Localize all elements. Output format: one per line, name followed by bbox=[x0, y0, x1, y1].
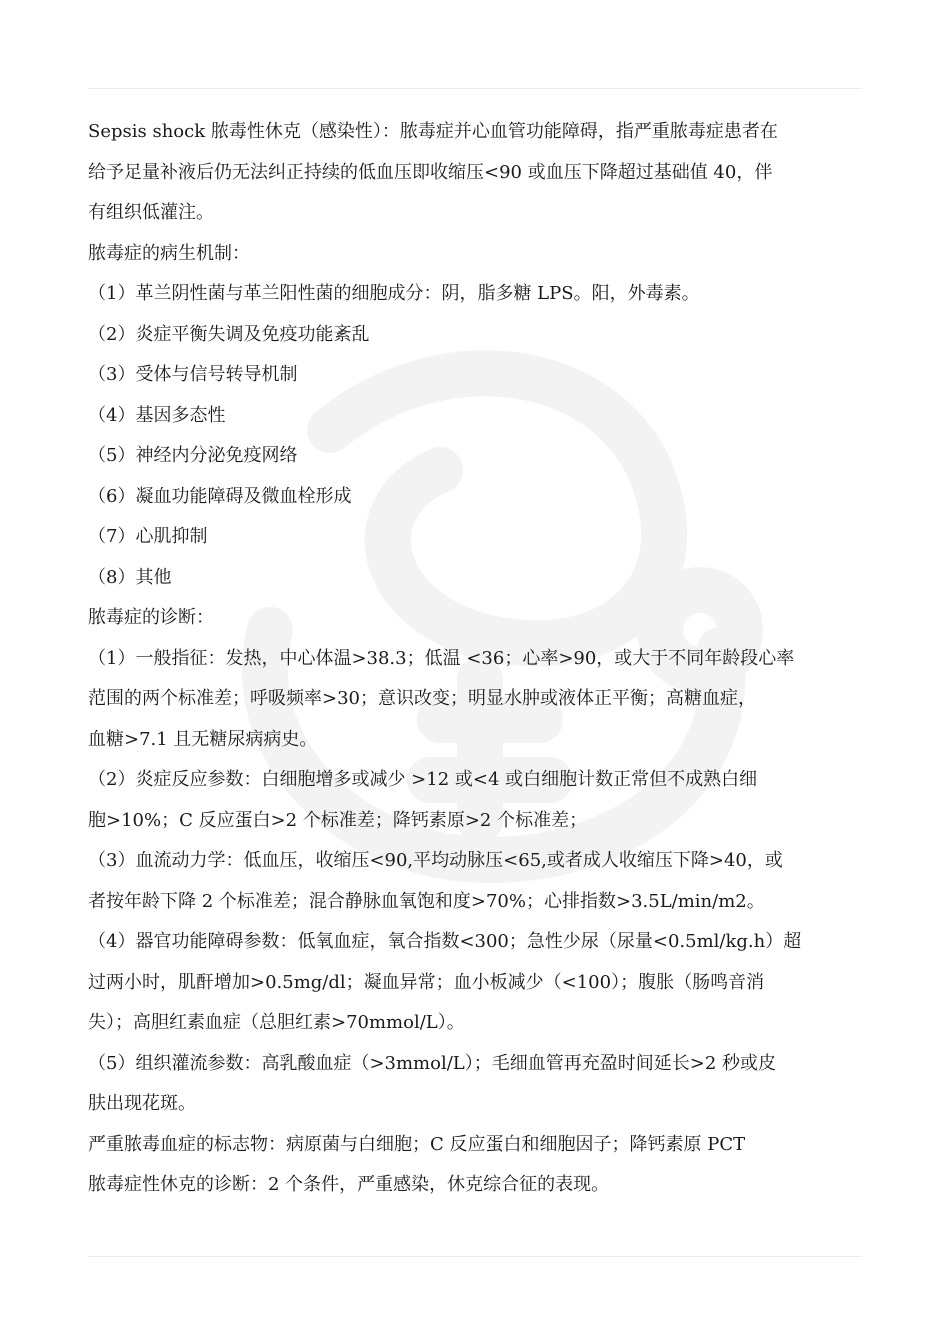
document-body bbox=[88, 112, 864, 1206]
septic-shock-diagnosis: 脓毒症性休克的诊断：2 个条件，严重感染，休克综合征的表现。 bbox=[88, 1174, 610, 1195]
header-rule bbox=[88, 88, 862, 89]
diagnosis-item-5: （5）组织灌流参数：高乳酸血症（>3mmol/L）；毛细血管再充盈时间延长>2 秒或皮 肤出现花斑。 bbox=[88, 1052, 776, 1114]
pathogenesis-item-8: （8）其他 bbox=[88, 566, 172, 588]
pathogenesis-heading: 脓毒症的病生机制： bbox=[88, 242, 250, 264]
diagnosis-item-1: （1）一般指征：发热，中心体温>38.3；低温 <36；心率>90，或大于不同年龄段心率 范围的两个标准差；呼吸频率>30；意识改变；明显水肿或液体正平衡；高糖血症， 血糖>7.1 且无糖尿病病史。 bbox=[88, 647, 795, 750]
severe-sepsis-markers: 严重脓毒血症的标志物：病原菌与白细胞；C 反应蛋白和细胞因子；降钙素原 PCT bbox=[88, 1133, 746, 1155]
diagnosis-item-2: （2）炎症反应参数：白细胞增多或减少 >12 或<4 或白细胞计数正常但不成熟白细 胞>10%；C 反应蛋白>2 个标准差；降钙素原>2 个标准差； bbox=[88, 769, 758, 831]
pathogenesis-item-3: （3）受体与信号转导机制 bbox=[88, 364, 298, 385]
diagnosis-heading: 脓毒症的诊断： bbox=[88, 607, 214, 628]
diagnosis-item-3: （3）血流动力学：低血压，收缩压<90,平均动脉压<65,或者成人收缩压下降>40，或 者按年龄下降 2 个标准差；混合静脉血氧饱和度>70%；心排指数>3.5L/min/m2。 bbox=[88, 850, 783, 912]
pathogenesis-item-5: （5）神经内分泌免疫网络 bbox=[88, 445, 298, 466]
pathogenesis-item-4: （4）基因多态性 bbox=[88, 404, 226, 426]
pathogenesis-item-6: （6）凝血功能障碍及微血栓形成 bbox=[88, 485, 352, 507]
pathogenesis-item-2: （2）炎症平衡失调及免疫功能紊乱 bbox=[88, 323, 370, 345]
sepsis-shock-definition: Sepsis shock 脓毒性休克（感染性）：脓毒症并心血管功能障碍，指严重脓毒症患者在 给予足量补液后仍无法纠正持续的低血压即收缩压<90 或血压下降超过基础值 40，伴 有组织低灌注。 bbox=[88, 121, 778, 223]
pathogenesis-item-7: （7）心肌抑制 bbox=[88, 526, 208, 547]
footer-rule bbox=[88, 1256, 862, 1257]
diagnosis-item-4: （4）器官功能障碍参数：低氧血症，氧合指数<300；急性少尿（尿量<0.5ml/kg.h）超 过两小时，肌酐增加>0.5mg/dl；凝血异常；血小板减少（<100）；腹胀（肠鸣音消 失）；高胆红素血症（总胆红素>70mmol/L）。 bbox=[88, 931, 802, 1033]
pathogenesis-item-1: （1）革兰阴性菌与革兰阳性菌的细胞成分：阴，脂多糖 LPS。阳，外毒素。 bbox=[88, 283, 700, 304]
